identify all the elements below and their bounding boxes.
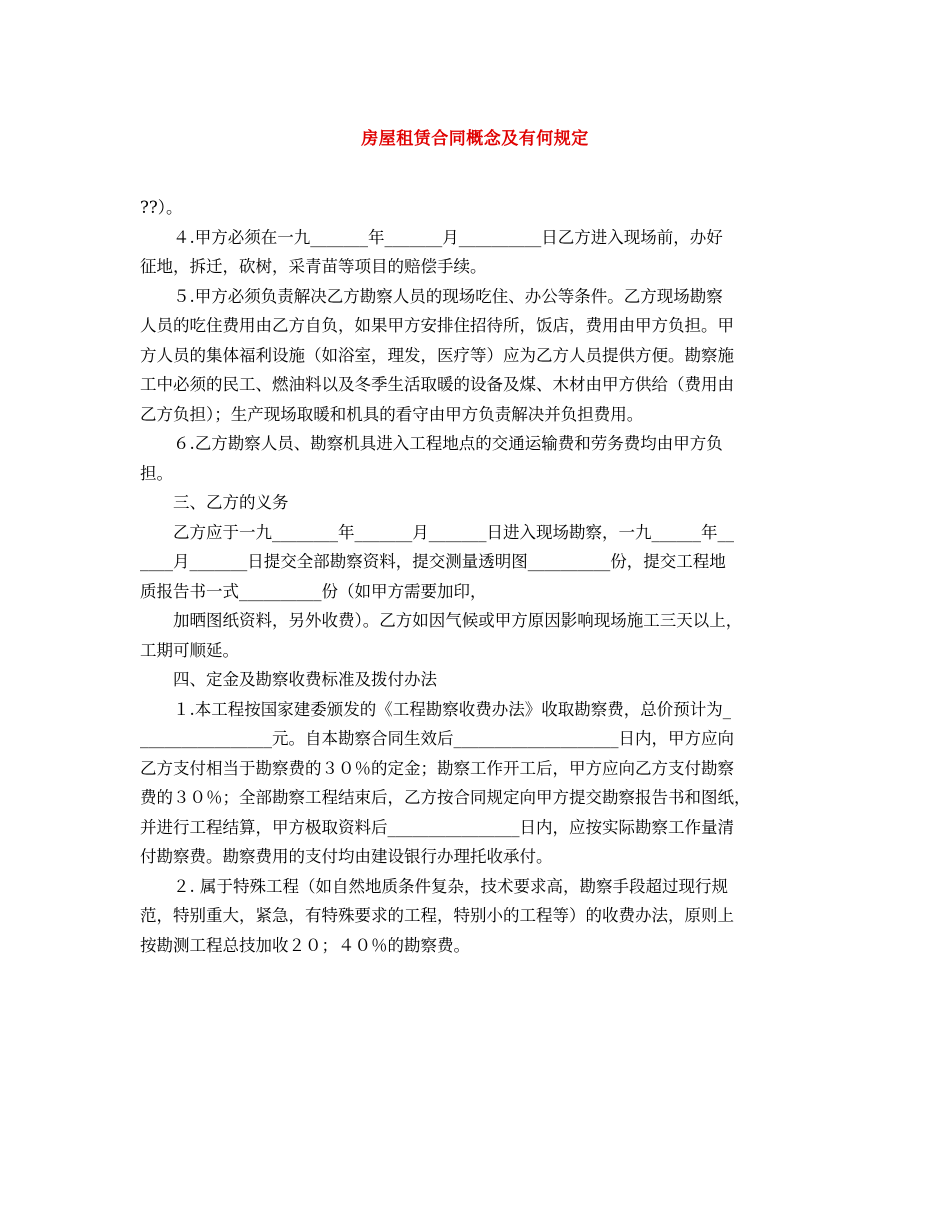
body-line: ４.甲方必须在一九_______年_______月__________日乙方进入现场前，办好 — [173, 227, 723, 247]
body-line: 工期可顺延。 — [140, 640, 239, 660]
document-body — [140, 193, 810, 960]
body-line: 付勘察费。勘察费用的支付均由建设银行办理托收承付。 — [140, 847, 553, 866]
body-line: 担。 — [140, 463, 173, 483]
body-line: １.本工程按国家建委颁发的《工程勘察收费办法》收取勘察费，总价预计为_ — [173, 699, 731, 719]
body-line: 质报告书一式__________份（如甲方需要加印， — [140, 581, 487, 601]
body-line: 费的３０％；全部勘察工程结束后，乙方按合同规定向甲方提交勘察报告书和图纸， — [140, 788, 751, 807]
body-line: 人员的吃住费用由乙方自负，如果甲方安排住招待所，饭店，费用由甲方负担。甲 — [140, 316, 734, 335]
body-line: 并进行工程结算，甲方极取资料后________________日内，应按实际勘察工作量清 — [140, 817, 734, 837]
body-line: 方人员的集体福利设施（如浴室，理发，医疗等）应为乙方人员提供方便。勘察施 — [140, 345, 734, 365]
body-line: ５.甲方必须负责解决乙方勘察人员的现场吃住、办公等条件。乙方现场勘察 — [173, 286, 723, 306]
body-line: 范，特别重大，紧急，有特殊要求的工程，特别小的工程等）的收费办法，原则上 — [140, 906, 734, 925]
body-line: ____月_______日提交全部勘察资料，提交测量透明图__________份，提交工程地 — [140, 552, 726, 571]
body-line: ________________元。自本勘察合同生效后____________________日内，甲方应向 — [140, 729, 734, 748]
body-line: 征地，拆迁，砍树，采青苗等项目的赔偿手续。 — [140, 257, 487, 276]
body-line: 三、乙方的义务 — [173, 493, 289, 512]
body-line: ２. 属于特殊工程（如自然地质条件复杂，技术要求高，勘察手段超过现行规 — [173, 876, 728, 896]
document-title: 房屋租赁合同概念及有何规定 — [361, 129, 589, 149]
body-line: 工中必须的民工、燃油料以及冬季生活取暖的设备及煤、木材由甲方供给（费用由 — [140, 375, 734, 394]
body-line: 乙方负担）；生产现场取暖和机具的看守由甲方负责解决并负担费用。 — [140, 404, 644, 424]
body-line: ??）。 — [140, 198, 183, 217]
body-line: 乙方应于一九________年_______月_______日进入现场勘察，一九______年__ — [173, 522, 734, 542]
body-line: 乙方支付相当于勘察费的３０％的定金；勘察工作开工后，甲方应向乙方支付勘察 — [140, 758, 734, 778]
body-line: 按勘测工程总技加收２０；４０％的勘察费。 — [140, 935, 470, 955]
body-line: 加晒图纸资料，另外收费）。乙方如因气候或甲方原因影响现场施工三天以上， — [173, 611, 743, 630]
body-line: ６.乙方勘察人员、勘察机具进入工程地点的交通运输费和劳务费均由甲方负 — [173, 434, 723, 453]
body-line: 四、定金及勘察收费标准及拨付办法 — [173, 670, 437, 689]
